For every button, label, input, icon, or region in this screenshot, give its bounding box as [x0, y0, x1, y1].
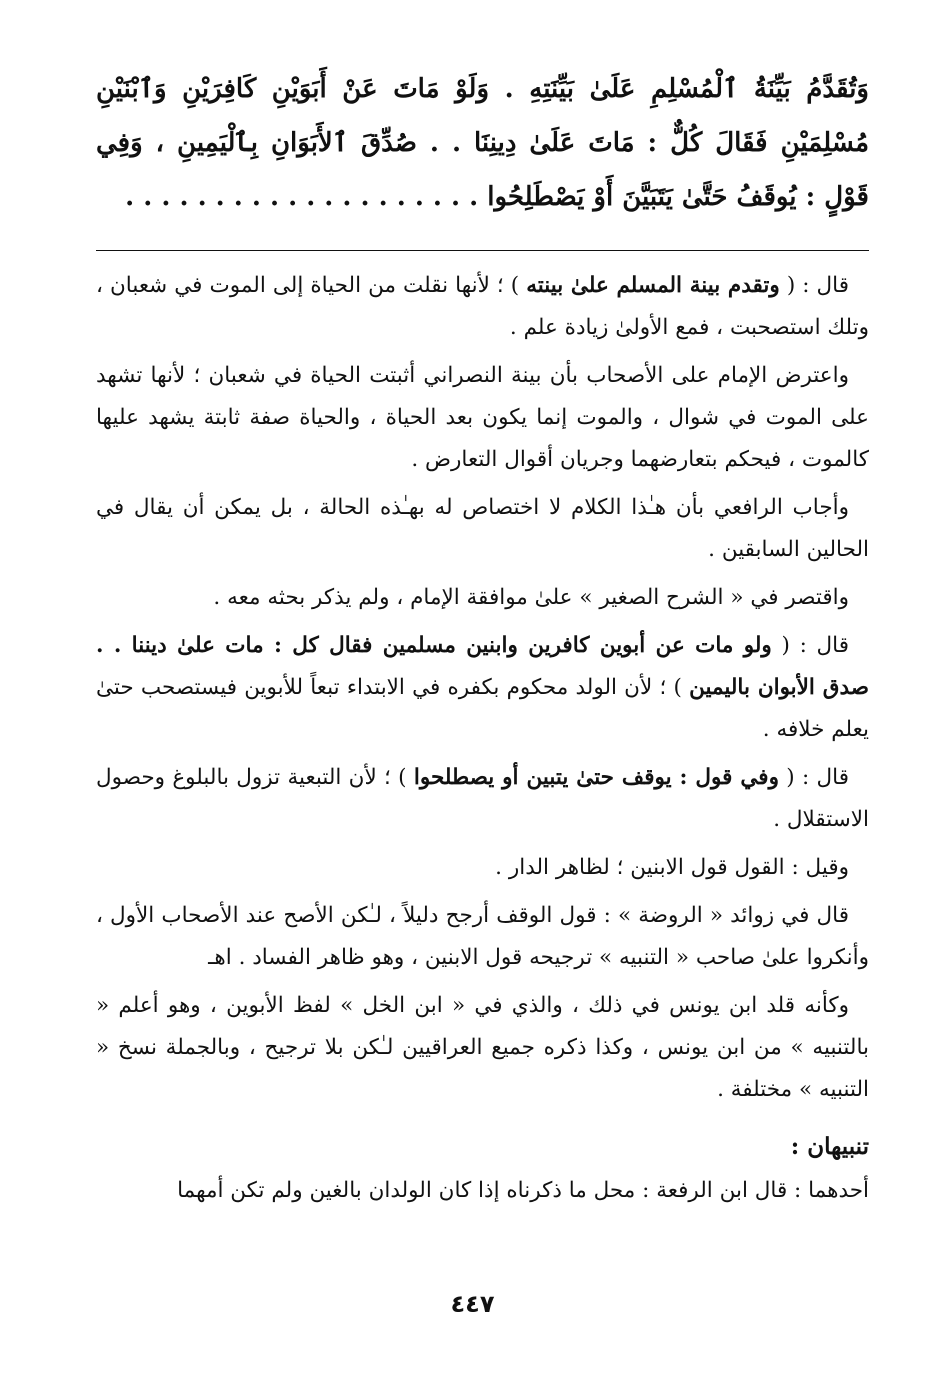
paragraph: واقتصر في « الشرح الصغير » علىٰ موافقة الإمام ، ولم يذكر بحثه معه . — [213, 585, 849, 610]
paragraph: وكأنه قلد ابن يونس في ذلك ، والذي في « ابن الخل » لفظ الأبوين ، وهو أعلم « بالتنبيه » من ابن يونس ، وكذا ذكره جميع العراقيين لـٰكن بلا ترجيح ، وبالجملة نسخ « التنبيه » مختلفة . — [96, 993, 869, 1102]
paragraph: قال : ( وتقدم بينة المسلم علىٰ بينته ) ؛ لأنها نقلت من الحياة إلى الموت في شعبان ، وتلك استصحبت ، فمع الأولىٰ زيادة علم . — [96, 273, 869, 340]
paragraph: قال في زوائد « الروضة » : قول الوقف أرجح دليلاً ، لـٰكن الأصح عند الأصحاب الأول ، وأنكروا علىٰ صاحب « التنبيه » ترجيحه قول الابنين ، وهو ظاهر الفساد . اهـ — [96, 903, 869, 970]
commentary — [96, 265, 869, 1212]
paragraph: أحدهما : قال ابن الرفعة : محل ما ذكرناه إذا كان الولدان بالغين ولم تكن أمهما — [177, 1178, 869, 1203]
paragraph: وقيل : القول قول الابنين ؛ لظاهر الدار . — [495, 855, 849, 880]
page-number: ٤٤٧ — [450, 1290, 495, 1318]
page-body — [96, 62, 869, 1218]
paragraph: واعترض الإمام على الأصحاب بأن بينة النصراني أثبتت الحياة في شعبان ؛ لأنها تشهد على الموت في شوال ، والموت إنما يكون بعد الحياة ، والحياة صفة ثابتة يشهد عليها كالموت ، فيحكم بتعارضهما وجريان أقوال التعارض . — [96, 363, 869, 472]
paragraph: قال : ( ولو مات عن أبوين كافرين وابنين مسلمين فقال كل : مات علىٰ ديننا . . صدق الأبوان باليمين ) ؛ لأن الولد محكوم بكفره في الابتداء تبعاً للأبوين فيستصحب حتىٰ يعلم خلافه . — [96, 633, 869, 742]
paragraph: قال : ( وفي قول : يوقف حتىٰ يتبين أو يصطلحوا ) ؛ لأن التبعية تزول بالبلوغ وحصول الاستقلال . — [96, 765, 869, 832]
matn-text: وَتُقَدَّمُ بَيِّنَةُ ٱلْمُسْلِمِ عَلَىٰ بَيِّنَتِهِ . وَلَوْ مَاتَ عَنْ أَبَوَيْنِ كَافِرَيْنِ وَٱبْنَيْنِ مُسْلِمَيْنِ فَقَالَ كُلٌّ : مَاتَ عَلَىٰ دِينِنَا . . صُدِّقَ ٱلأَبَوَانِ بِٱلْيَمِينِ ، وَفِي قَوْلٍ : يُوقَفُ حَتَّىٰ يَتَبَيَّنَ أَوْ يَصْطَلِحُوا . . . . . . . . . . . . . . . . . . . . — [96, 74, 869, 212]
paragraph: وأجاب الرافعي بأن هـٰذا الكلام لا اختصاص له بهـٰذه الحالة ، بل يمكن أن يقال في الحالين السابقين . — [96, 495, 869, 562]
section-heading: تنبيهان : — [790, 1133, 869, 1160]
separator-rule — [96, 250, 869, 251]
